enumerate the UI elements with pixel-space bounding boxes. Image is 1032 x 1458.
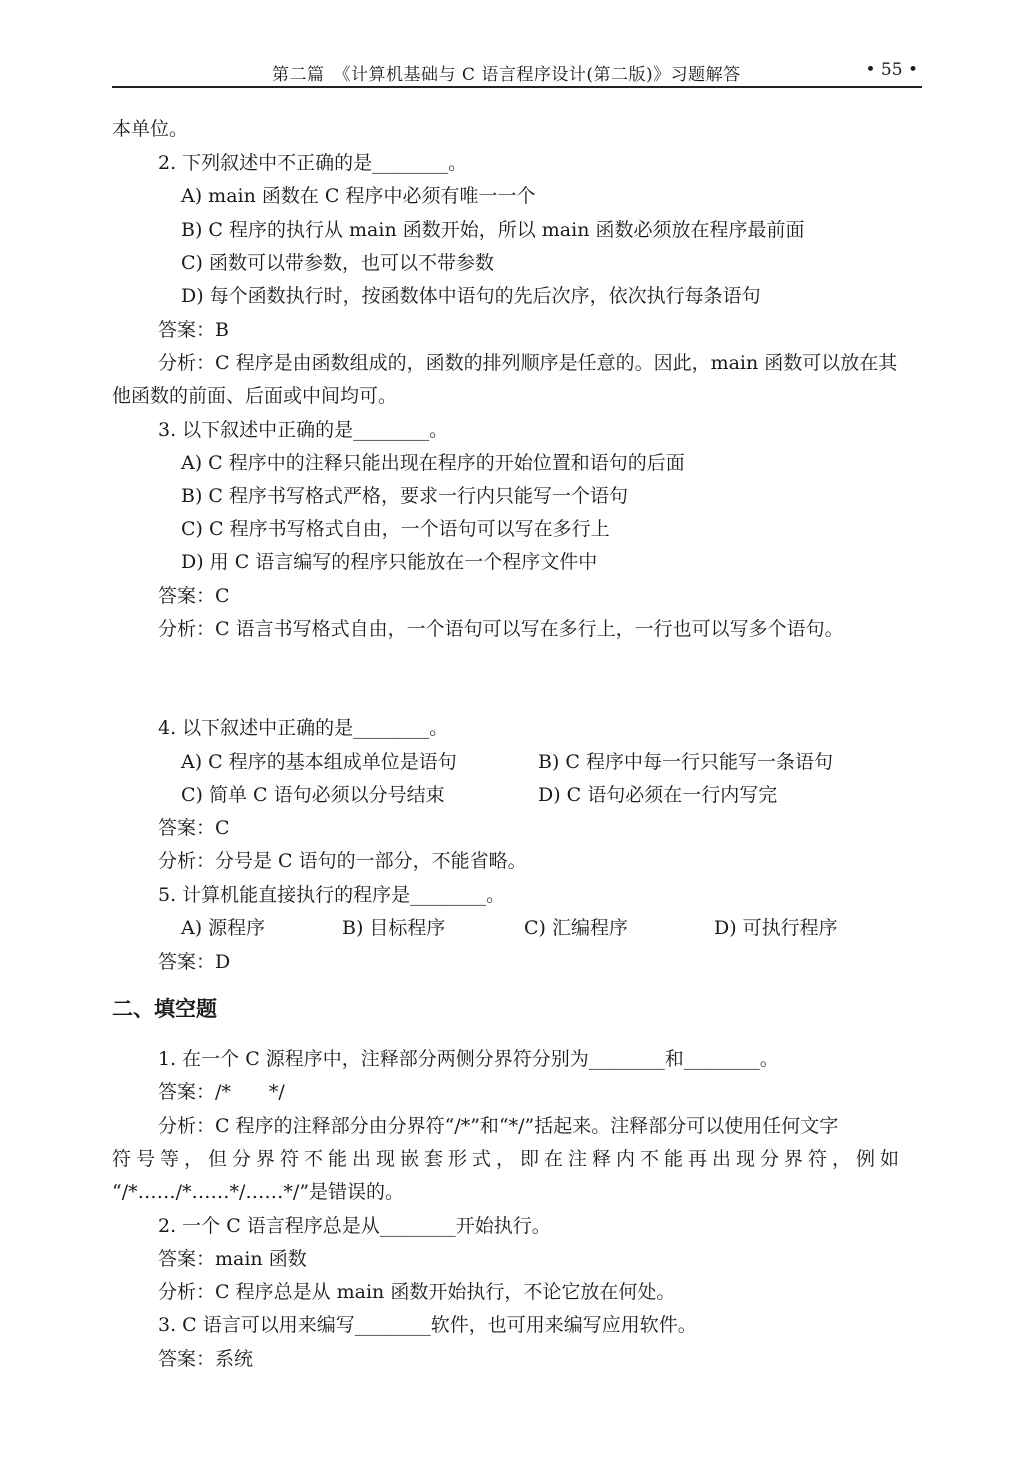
question-2-stem: 2. 下列叙述中不正确的是________。	[158, 152, 468, 174]
fill-1-stem: 1. 在一个 C 源程序中，注释部分两侧分界符分别为________和________。	[158, 1048, 779, 1070]
question-2-option-b: B) C 程序的执行从 main 函数开始，所以 main 函数必须放在程序最前面	[181, 219, 805, 241]
question-2-option-c: C) 函数可以带参数，也可以不带参数	[181, 252, 494, 274]
fill-3-stem: 3. C 语言可以用来编写________软件，也可用来编写应用软件。	[158, 1314, 697, 1336]
question-2-option-d: D) 每个函数执行时，按函数体中语句的先后次序，依次执行每条语句	[181, 285, 761, 307]
question-3-answer: 答案：C	[158, 585, 230, 607]
question-4-option-a: A) C 程序的基本组成单位是语句	[181, 751, 457, 773]
question-5-option-b: B) 目标程序	[342, 917, 446, 939]
fill-3-answer: 答案：系统	[158, 1348, 254, 1370]
fill-2-analysis: 分析：C 程序总是从 main 函数开始执行，不论它放在何处。	[158, 1281, 676, 1303]
question-2-answer: 答案：B	[158, 319, 229, 341]
question-4-option-d: D) C 语句必须在一行内写完	[538, 784, 778, 806]
section-heading: 二、填空题	[112, 997, 217, 1021]
question-3-stem: 3. 以下叙述中正确的是________。	[158, 419, 449, 441]
question-2-analysis-line1: 分析：C 程序是由函数组成的，函数的排列顺序是任意的。因此，main 函数可以放在其	[158, 352, 898, 374]
question-5-answer: 答案：D	[158, 951, 231, 973]
question-5-option-c: C) 汇编程序	[524, 917, 628, 939]
question-4-stem: 4. 以下叙述中正确的是________。	[158, 717, 449, 739]
question-4-answer: 答案：C	[158, 817, 230, 839]
fill-1-analysis-line1: 分析：C 程序的注释部分由分界符“/*”和“*/”括起来。注释部分可以使用任何文字	[158, 1115, 839, 1137]
question-3-option-c: C) C 程序书写格式自由，一个语句可以写在多行上	[181, 518, 610, 540]
question-5-option-d: D) 可执行程序	[714, 917, 838, 939]
question-3-option-b: B) C 程序书写格式严格，要求一行内只能写一个语句	[181, 485, 628, 507]
question-5-option-a: A) 源程序	[181, 917, 266, 939]
question-3-option-d: D) 用 C 语言编写的程序只能放在一个程序文件中	[181, 551, 598, 573]
question-2-analysis-line2: 他函数的前面、后面或中间均可。	[112, 385, 398, 407]
fill-2-stem: 2. 一个 C 语言程序总是从________开始执行。	[158, 1215, 551, 1237]
question-5-stem: 5. 计算机能直接执行的程序是________。	[158, 884, 506, 906]
question-2-option-a: A) main 函数在 C 程序中必须有唯一一个	[181, 185, 536, 207]
continued-text: 本单位。	[112, 118, 189, 140]
fill-2-answer: 答案：main 函数	[158, 1248, 307, 1270]
fill-1-analysis-line3: “/*……/*……*/……*/”是错误的。	[112, 1181, 405, 1203]
question-4-analysis: 分析：分号是 C 语句的一部分，不能省略。	[158, 850, 527, 872]
page-number: • 55 •	[865, 60, 918, 80]
header-title: 第二篇 《计算机基础与 C 语言程序设计(第二版)》习题解答	[272, 65, 741, 85]
fill-1-analysis-line2	[112, 1147, 918, 1171]
question-3-option-a: A) C 程序中的注释只能出现在程序的开始位置和语句的后面	[181, 452, 685, 474]
question-4-option-b: B) C 程序中每一行只能写一条语句	[538, 751, 833, 773]
running-header	[112, 58, 922, 88]
question-4-option-c: C) 简单 C 语句必须以分号结束	[181, 784, 445, 806]
fill-1-analysis-line2-text: 符号等，但分界符不能出现嵌套形式，即在注释内不能再出现分界符，例如	[112, 1148, 905, 1170]
fill-1-answer: 答案：/* */	[158, 1081, 285, 1103]
question-3-analysis: 分析：C 语言书写格式自由，一个语句可以写在多行上，一行也可以写多个语句。	[158, 618, 844, 640]
